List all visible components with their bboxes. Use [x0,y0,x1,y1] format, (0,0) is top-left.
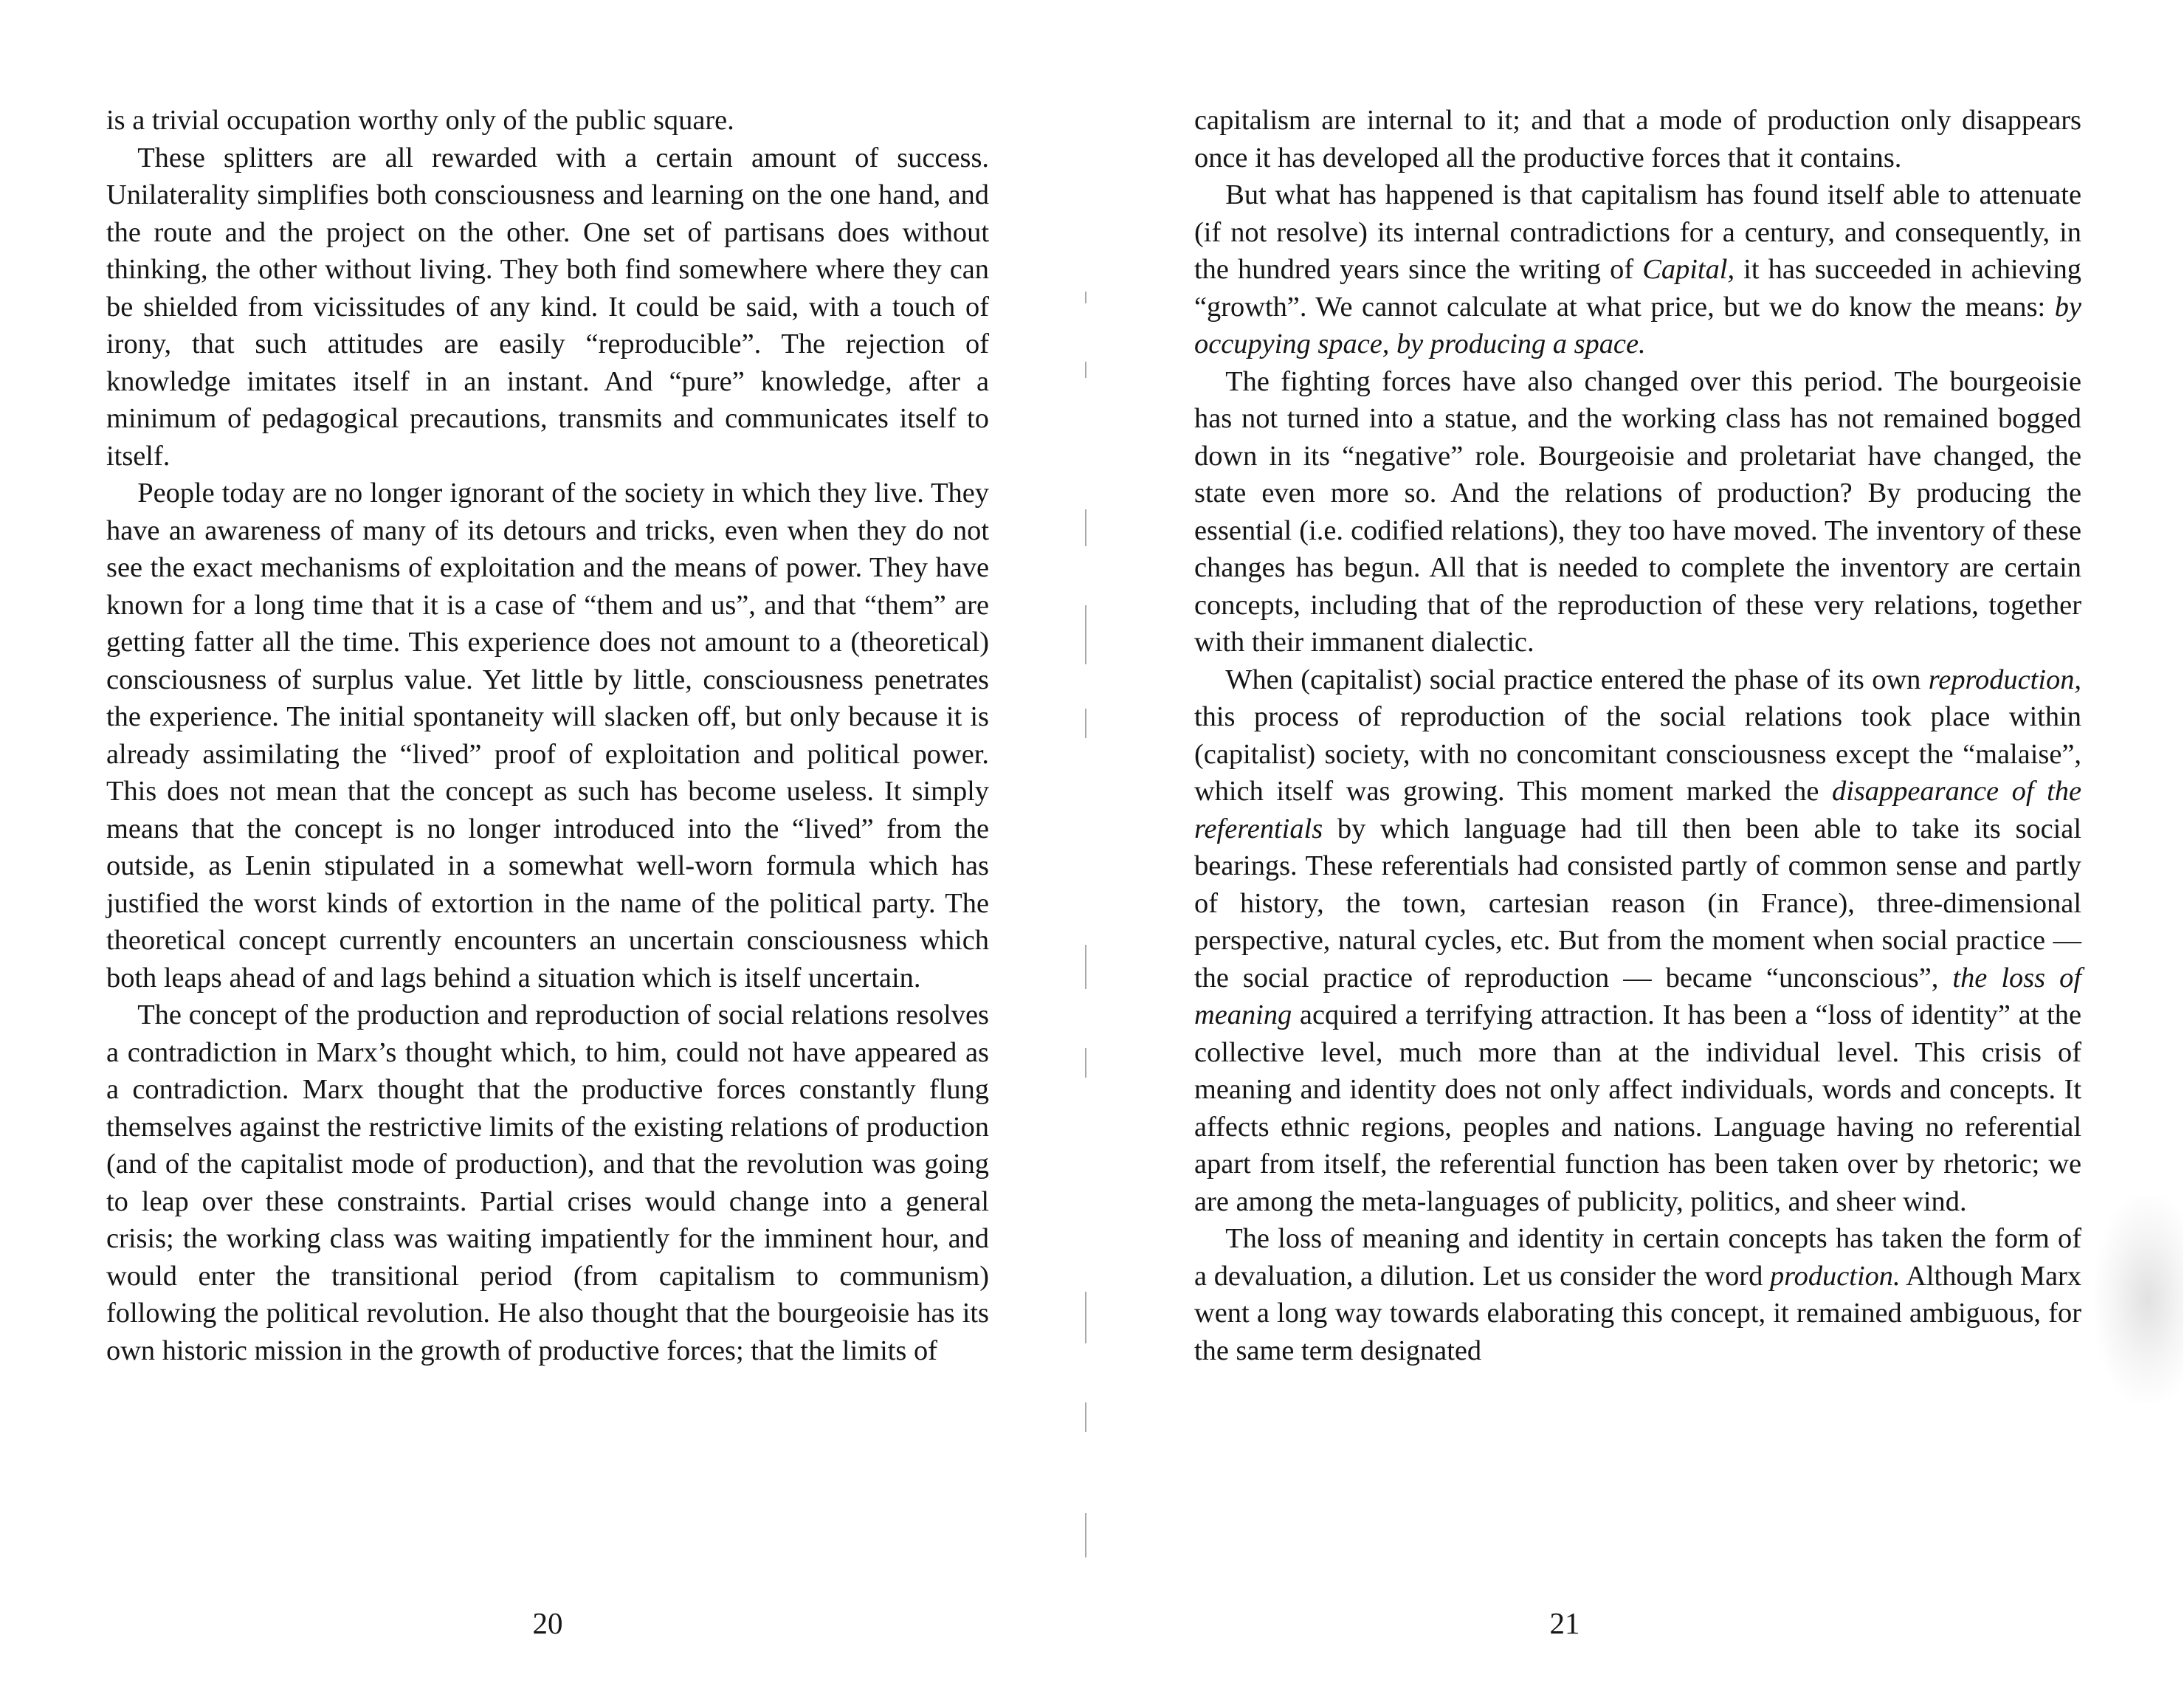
text-run: by which language had till then been able to take its social bearings. These referentials had consisted partly of common sense and partly of history, the town, cartesian reason (in France), three-dimensional perspective, natural cycles, etc. But from the moment when social practice — the social practice of reproduction — became “unconscious”, [1194,813,2081,994]
gutter-mark [1085,1402,1086,1432]
italic-run: Capital, [1642,254,1735,285]
gutter-mark [1085,1513,1086,1557]
paragraph: These splitters are all rewarded with a certain amount of success. Unilaterality simplifies both consciousness and learning on the one hand, and the route and the project on the other. One set of partisans does without thinking, the other without living. They both find somewhere where they can be shielded from vicissitudes of any kind. It could be said, with a touch of irony, that such attitudes are easily “reproducible”. The rejection of knowledge imitates itself in an instant. And “pure” knowledge, after a minimum of pedagogical precautions, transmits and communicates itself to itself. [106,142,989,472]
right-page-body [1194,102,2081,1369]
italic-run: disappearance of the referentials [1194,776,2081,844]
gutter-mark [1085,945,1086,989]
italic-run: production. [1769,1260,1901,1292]
text-run: The loss of meaning and identity in certain concepts has taken the form of a devaluation, a dilution. Let us consider the word [1194,1223,2081,1292]
gutter-mark [1085,362,1086,378]
text-run: When (capitalist) social practice entered the phase of its own [1225,664,1929,695]
page-number: 20 [532,1606,563,1640]
text-run: But what has happened is that capitalism has found itself able to attenuate (if not resolve) its internal contradictions for a century, and consequently, in the hundred years since the writing of [1194,179,2081,285]
italic-run: by occupying space, by producing a space. [1194,291,2081,359]
paragraph [1194,176,2081,363]
paragraph: is a trivial occupation worthy only of the public square. [106,105,734,136]
gutter-mark [1085,1292,1086,1343]
text-run: this process of reproduction of the social relations took place within (capitalist) society, with no concomitant consciousness except the “malaise”, which itself was growing. This moment marked the [1194,701,2081,807]
text-run: acquired a terrifying attraction. It has been a “loss of identity” at the collective level, much more than at the individual level. This crisis of meaning and identity does not only affect individuals, words and concepts. It affects ethnic regions, peoples and nations. Language having no referential apart from itself, the referential function has been taken over by rhetoric; we are among the meta-languages of publicity, politics, and sheer wind. [1194,999,2081,1217]
gutter-mark [1085,509,1086,546]
paragraph: The fighting forces have also changed over this period. The bourgeoisie has not turned into a statue, and the working class has not remained bogged down in its “negative” role. Bourgeoisie and proletariat have changed, the state even more so. And the relations of production? By producing the essential (i.e. codified relations), they too have moved. The inventory of these changes has begun. All that is needed to complete the inventory are certain concepts, including that of the reproduction of these very relations, together with their immanent dialectic. [1194,365,2081,658]
text-run: Although Marx went a long way towards elaborating this concept, it remained ambiguous, for the same term designated [1194,1260,2082,1366]
left-page [0,0,1085,1694]
paragraph: People today are no longer ignorant of the society in which they live. They have an awareness of many of its detours and tricks, even when they do not see the exact mechanisms of exploitation and the means of power. They have known for a long time that it is a case of “them and us”, and that “them” are getting fatter all the time. This experience does not amount to a (theoretical) consciousness of surplus value. Yet little by little, consciousness penetrates the experience. The initial spontaneity will slacken off, but only because it is already assimilating the “lived” proof of exploitation and political power. This does not mean that the concept as such has become useless. It simply means that the concept is no longer introduced into the “lived” from the outside, as Lenin stipulated in a somewhat well-worn formula which has justified the worst kinds of extortion in the name of the political party. The theoretical concept currently encounters an uncertain consciousness which both leaps ahead of and lags behind a situation which is itself uncertain. [106,478,989,994]
italic-run: reproduction, [1928,664,2081,695]
paragraph [1194,1220,2081,1369]
right-page [1100,0,2184,1694]
paragraph: capitalism are internal to it; and that a mode of production only disappears once it has developed all the productive forces that it contains. [1194,105,2081,173]
gutter-mark [1085,292,1086,303]
paragraph: The concept of the production and reproduction of social relations resolves a contradiction in Marx’s thought which, to him, could not have appeared as a contradiction. Marx thought that the productive forces constantly flung themselves against the restrictive limits of the existing relations of production (and of the capitalist mode of production), and that the revolution was going to leap over these constraints. Partial crises would change into a general crisis; the working class was waiting impatiently for the imminent hour, and would enter the transitional period (from capitalism to communism) following the political revolution. He also thought that the bourgeoisie has its own historic mission in the growth of productive forces; that the limits of [106,999,989,1366]
gutter-mark [1085,605,1086,664]
print-bleed [2095,1196,2183,1402]
text-run: it has succeeded in achieving “growth”. We cannot calculate at what price, but we do know the means: [1194,254,2081,323]
paragraph [1194,661,2081,1221]
page-number: 21 [1549,1606,1580,1640]
left-page-body [106,102,989,1369]
gutter-mark [1085,1048,1086,1078]
italic-run: the loss of meaning [1194,962,2081,1030]
gutter-mark [1085,709,1086,738]
